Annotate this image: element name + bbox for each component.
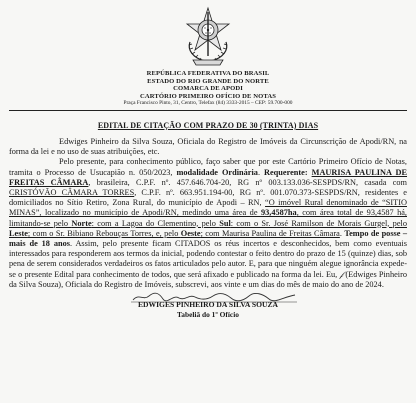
text-segment: . [257, 167, 264, 177]
property-description: “O imóvel Rural denominado de “SITIO MINAS”, localizado no município de Apodi/RN, medindo uma área de [9, 198, 407, 218]
notice-title: EDITAL DE CITAÇÃO COM PRAZO DE 30 (TRINTA) DIAS [97, 120, 319, 130]
text-segment: : com a Lagoa do Clementino, pelo [91, 218, 220, 228]
text-segment: , C.P.F. nº. 663.951.194-00, RG nº. 001.070.373-SESPDS/RN, residentes e domiciliados no Sítio Retiro, Zona Rural, do município de Apodi – RN, [9, 187, 407, 208]
boundary-north: Norte [71, 218, 92, 228]
letterhead-address: Praça Francisco Pinto, 31, Centro, Telefax (84) 3333-2015 – CEP: 59.700-000 [123, 100, 293, 107]
spouse-name: CRISTÓVÃO CÂMARA TORRES [9, 187, 135, 197]
intro-paragraph: Edwiges Pinheiro da Silva Souza, Oficiala do Registro de Imóveis da Circunscrição de Apodi/RN, na forma da lei e no uso de suas atribuições, etc. [9, 136, 407, 157]
text-segment: . [339, 228, 345, 238]
modality: modalidade Ordinária [176, 167, 258, 177]
text-segment: : com o Sr. José Ramilson de Morais Gurgel, pelo [230, 218, 407, 228]
signer-name: EDWIGES PINHEIRO DA SILVA SOUZA [137, 300, 279, 310]
text-segment: . Assim, pelo presente ficam CITADOS os réus incertos e desconhecidos, bem como eventuais interessados para responderem aos termos da inicial, podendo contestar o feito dentro do prazo de 15 (quinze) dias, sob pena de serem considerados verdadeiros os fatos articulados pelo autor. E, para que ninguém alegue ignorância expede-se o presente Edital para conhecimento de todos, que será afixado e publicado na forma da lei. Eu, [9, 239, 407, 279]
signature-block [9, 291, 407, 321]
signer-role: Tabeliã do 1º Ofício [177, 310, 239, 320]
letterhead-state: ESTADO DO RIO GRANDE DO NORTE [147, 77, 269, 85]
letterhead [9, 70, 407, 108]
letterhead-district: COMARCA DE APODI [173, 85, 243, 93]
text-segment: ; com o Sr. Bibiano Rebouças Torres, e, pelo [27, 228, 181, 238]
boundary-east: Leste [9, 228, 28, 238]
letterhead-country: REPÚBLICA FEDERATIVA DO BRASIL [146, 70, 270, 77]
requerente-label: Requerente: [264, 167, 308, 177]
text-segment: , com área total de 93,4587 há, limitando-se pelo [9, 208, 407, 228]
notice-body [9, 137, 407, 290]
boundary-west: Oeste [180, 228, 201, 238]
property-area: 93,4587ha [260, 208, 297, 218]
possession-time: Tempo de posse – mais de 18 anos [9, 228, 408, 248]
header-divider [9, 110, 407, 111]
main-paragraph [9, 157, 407, 290]
text-segment: Pelo presente, para conhecimento público, faço saber que por este Cartório Primeiro Ofício de Notas, tramita o Processo de Usucapião n. 050/2023, [9, 157, 407, 177]
boundary-south: Sul [219, 218, 231, 228]
text-segment: , brasileira, C.P.F. nº. 457.646.704-20, RG nº 003.133.036-SESPDS/RN, casada com [88, 177, 407, 187]
requerente-name: MAURISA PAULINA DE FREITAS CÂMARA [9, 167, 408, 187]
signature-initial-icon: 𝒻 [339, 269, 344, 279]
brazil-coat-of-arms-emblem [181, 6, 235, 68]
text-segment: (Edwiges Pinheiro da Silva Souza), Oficiala do Registro de Imóveis, subscrevi, aos vinte e um dias do mês de maio do ano de 2024. [9, 269, 408, 289]
text-segment: ; com Maurisa Paulina de Freitas Câmara [200, 228, 340, 238]
letterhead-office: CARTÓRIO PRIMEIRO OFÍCIO DE NOTAS [140, 92, 276, 100]
